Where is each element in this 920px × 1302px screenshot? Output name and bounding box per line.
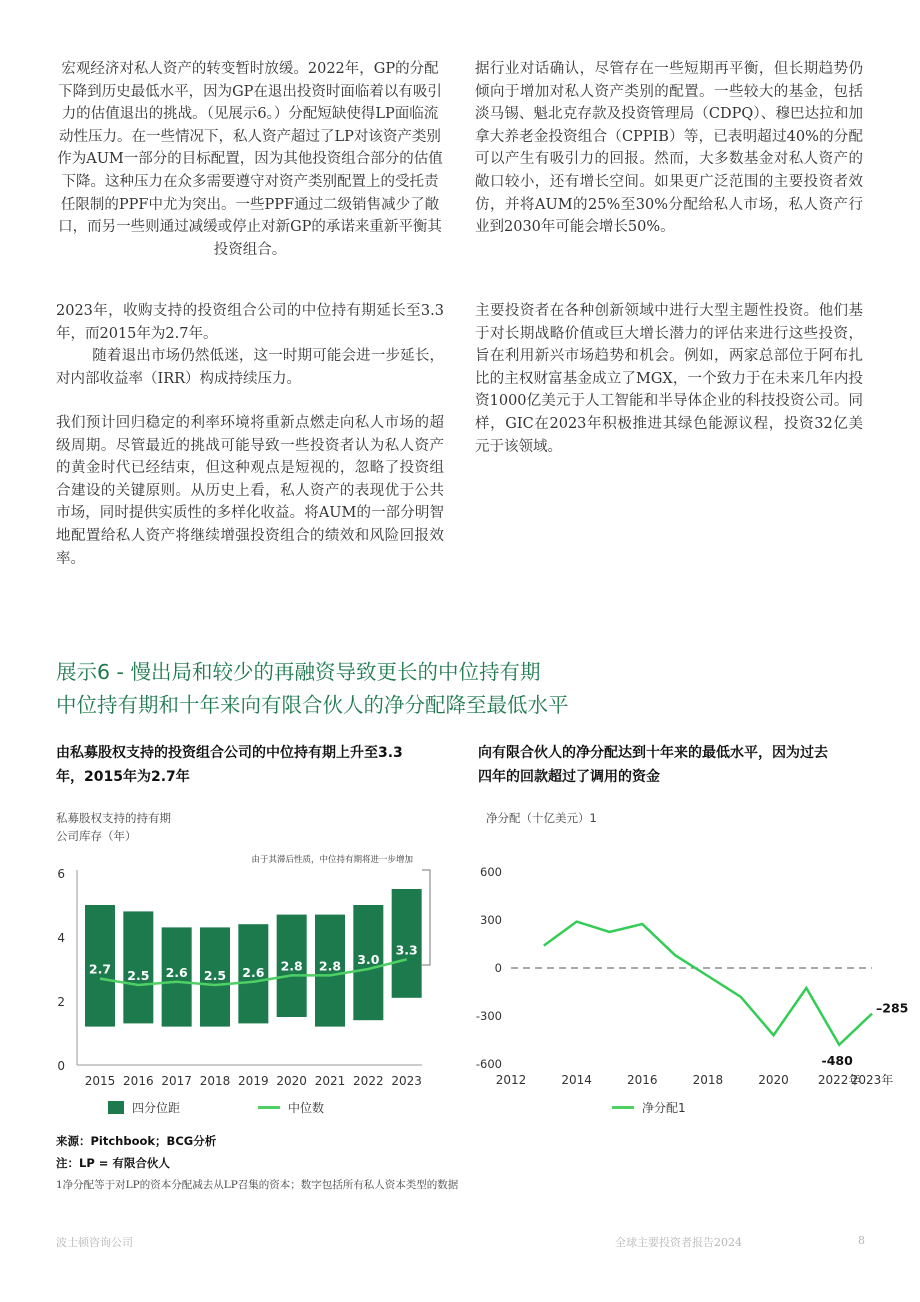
right-chart-heading: 向有限合伙人的净分配达到十年来的最低水平，因为过去四年的回款超过了调用的资金 <box>478 745 828 785</box>
notes <box>56 1130 458 1196</box>
median-data-label: 2.5 <box>127 968 150 983</box>
right-chart-legend <box>612 1099 686 1116</box>
y-tick-label: -300 <box>475 1009 502 1023</box>
y-tick-label: 0 <box>494 961 502 975</box>
exhibit-title <box>56 656 569 722</box>
x-tick-label: 2012 <box>495 1073 527 1087</box>
y-tick-label: 300 <box>480 913 502 927</box>
x-tick-label: 2023 <box>391 1074 422 1088</box>
y-tick-label: 4 <box>57 931 65 945</box>
y-tick-label: 2 <box>57 995 65 1009</box>
x-tick-label: 2016 <box>626 1073 658 1087</box>
median-data-label: 2.5 <box>203 968 227 983</box>
x-tick-label: 2020 <box>758 1073 789 1087</box>
left-axis-title-line2: 公司库存（年） <box>56 829 137 843</box>
left-chart-legend <box>108 1099 324 1116</box>
footer-center: 全球主要投资者报告2024 <box>615 1236 742 1249</box>
x-tick-label: 2020 <box>276 1074 307 1088</box>
data-label-2022: -480 <box>821 1052 853 1068</box>
median-data-label: 2.6 <box>165 964 188 980</box>
x-tick-label: 2017 <box>161 1074 192 1088</box>
footer-left: 波士顿咨询公司 <box>56 1236 133 1249</box>
x-tick-label: 2015 <box>84 1074 116 1088</box>
median-data-label: 2.6 <box>242 964 265 980</box>
annotation-text: 由于其滞后性质，中位持有期将进一步增加 <box>251 855 413 865</box>
x-tick-label: 2018 <box>199 1074 231 1088</box>
median-data-label: 3.0 <box>357 952 380 967</box>
median-data-label: 2.7 <box>88 961 112 977</box>
x-tick-label: 2016 <box>123 1074 154 1088</box>
x-tick-label: 2022 <box>353 1074 384 1088</box>
page-number: 8 <box>858 1234 865 1247</box>
right-paragraph-2: 主要投资者在各种创新领域中进行大型主题性投资。他们基于对长期战略价值或巨大增长潜力的评估来进行这些投资，旨在利用新兴市场趋势和机会。例如，两家总部位于阿布扎比的主权财富基金成立了MGX，一个致力于在未来几年内投资1000亿美元于人工智能和半导体企业的科技投资公司。同样，GIC在2023年积极推进其绿色能源议程，投资32亿美元于该领域。 <box>475 303 863 455</box>
left-paragraph-2a: 2023年，收购支持的投资组合公司的中位持有期延长至3.3年，而2015年为2.7年。 <box>56 303 444 342</box>
footnote: 1净分配等于对LP的资本分配减去从LP召集的资本；数字包括所有私人资本类型的数据 <box>56 1179 459 1191</box>
source-note: 来源：Pitchbook；BCG分析 <box>56 1134 217 1148</box>
left-chart-axis-title <box>56 809 171 845</box>
x-tick-label: 2022年 <box>817 1073 861 1087</box>
annotation-bracket <box>422 870 430 965</box>
y-tick-label: 600 <box>480 865 502 879</box>
legend-label-net: 净分配1 <box>642 1101 686 1115</box>
holding-period-chart <box>40 850 450 1095</box>
left-paragraph-2b: 随着退出市场仍然低迷，这一时期可能会进一步延长，对内部收益率（IRR）构成持续压力。 <box>56 348 444 387</box>
exhibit-title-line1: 展示6 - 慢出局和较少的再融资导致更长的中位持有期 <box>56 660 541 684</box>
legend-swatch-median <box>258 1106 280 1109</box>
legend-label-iqr: 四分位距 <box>132 1101 181 1115</box>
median-data-label: 3.3 <box>395 942 418 958</box>
left-axis-title-line1: 私募股权支持的持有期 <box>56 811 171 825</box>
y-tick-label: 6 <box>57 867 65 881</box>
y-tick-label: -600 <box>475 1057 502 1071</box>
x-tick-label: 2021 <box>314 1074 346 1088</box>
median-data-label: 2.8 <box>318 958 342 974</box>
data-label-2023: –285 <box>876 1000 909 1016</box>
left-chart-heading: 由私募股权支持的投资组合公司的中位持有期上升至3.3年，2015年为2.7年 <box>56 745 403 785</box>
net-distribution-line <box>544 922 872 1045</box>
x-tick-label: 2014 <box>561 1073 592 1087</box>
legend-swatch-net <box>612 1106 634 1109</box>
net-distribution-chart <box>470 855 909 1095</box>
exhibit-title-line2: 中位持有期和十年来向有限合伙人的净分配降至最低水平 <box>56 693 569 717</box>
left-paragraph-1: 宏观经济对私人资产的转变暂时放缓。2022年，GP的分配下降到历史最低水平，因为GP在退出投资时面临着以有吸引力的估值退出的挑战。（见展示6。）分配短缺使得LP面临流动性压力。在一些情况下，私人资产超过了LP对该资产类别作为AUM一部分的目标配置，因为其他投资组合部分的估值下降。这种压力在众多需要遵守对资产类别配置上的受托责任限制的PPF中尤为突出。一些PPF通过二级销售减少了敞口，而另一些则通过减缓或停止对新GP的承诺来重新平衡其投资组合。 <box>57 61 443 258</box>
x-tick-label: 2019 <box>238 1074 269 1088</box>
legend-swatch-box <box>108 1101 124 1114</box>
y-tick-label: 0 <box>57 1059 65 1073</box>
left-paragraph-2 <box>56 300 444 390</box>
right-chart-axis-title: 净分配（十亿美元）1 <box>486 811 597 825</box>
x-tick-label: 2018 <box>692 1073 724 1087</box>
legend-label-median: 中位数 <box>288 1101 325 1115</box>
x-tick-label: 2023年 <box>850 1073 894 1087</box>
lp-note: 注：LP = 有限合伙人 <box>56 1156 170 1170</box>
median-data-label: 2.8 <box>280 958 303 974</box>
right-paragraph-1: 据行业对话确认，尽管存在一些短期再平衡，但长期趋势仍倾向于增加对私人资产类别的配置。一些较大的基金，包括淡马锡、魁北克存款及投资管理局（CDPQ）、穆巴达拉和加拿大养老金投资组合（CPPIB）等，已表明超过40%的分配可以产生有吸引力的回报。然而，大多数基金对私人资产的敞口较小，还有增长空间。如果更广泛范围的主要投资者效仿，并将AUM的25%至30%分配给私人市场，私人资产行业到2030年可能会增长50%。 <box>475 61 863 236</box>
left-paragraph-3: 我们预计回归稳定的利率环境将重新点燃走向私人市场的超级周期。尽管最近的挑战可能导致一些投资者认为私人资产的黄金时代已经结束，但这种观点是短视的，忽略了投资组合建设的关键原则。从历史上看，私人资产的表现优于公共市场，同时提供实质性的多样化收益。将AUM的一部分明智地配置给私人资产将继续增强投资组合的绩效和风险回报效率。 <box>56 415 444 567</box>
